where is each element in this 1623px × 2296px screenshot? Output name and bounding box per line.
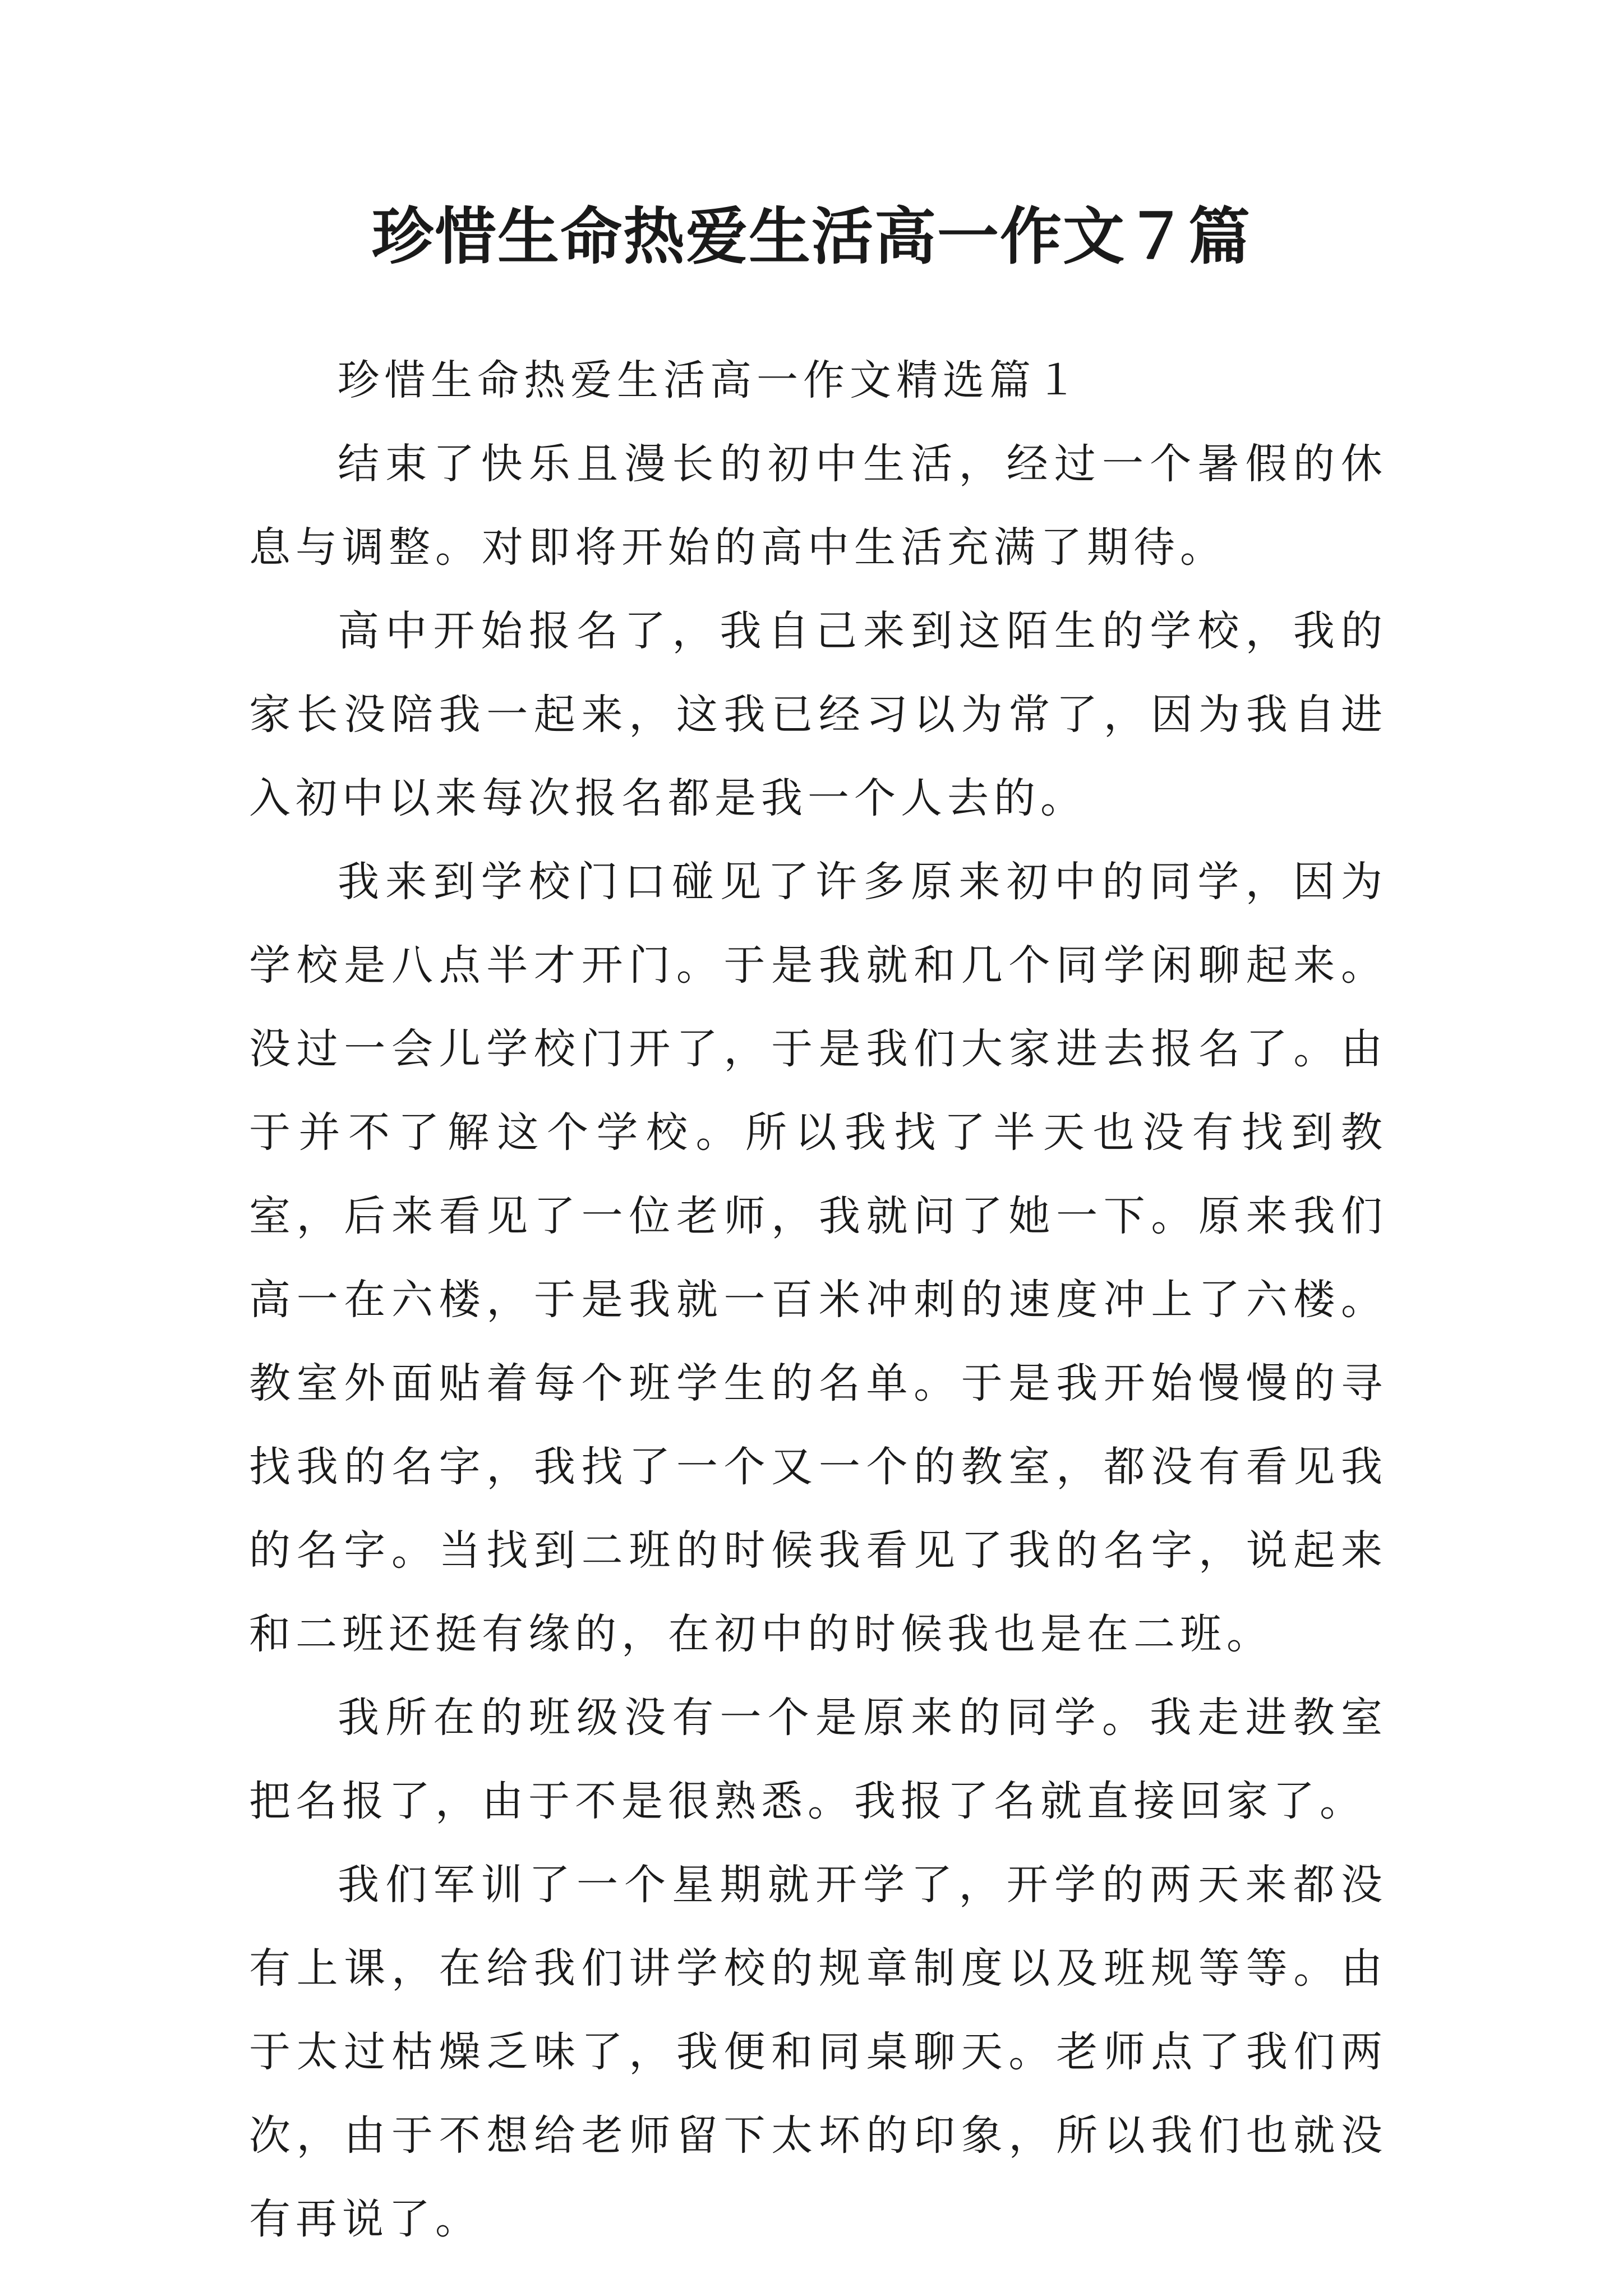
section-heading: 珍惜生命热爱生活高一作文精选篇１ (338, 356, 1082, 404)
paragraph: 我来到学校门口碰见了许多原来初中的同学，因为学校是八点半才开门。于是我就和几个同学闲聊起来。没过一会儿学校门开了，于是我们大家进去报名了。由于并不了解这个学校。所以我找了半天也没有找到教室，后来看见了一位老师，我就问了她一下。原来我们高一在六楼，于是我就一百米冲刺的速度冲上了六楼。教室外面贴着每个班学生的名单。于是我开始慢慢的寻找我的名字，我找了一个又一个的教室，都没有看见我的名字。当找到二班的时候我看见了我的名字，说起来和二班还挺有缘的，在初中的时候我也是在二班。 (249, 858, 1387, 1658)
paragraph: 我们军训了一个星期就开学了，开学的两天来都没有上课，在给我们讲学校的规章制度以及班规等等。由于太过枯燥乏味了，我便和同桌聊天。老师点了我们两次，由于不想给老师留下太坏的印象，所以我们也就没有再说了。 (249, 1861, 1387, 2243)
paragraph: 我所在的班级没有一个是原来的同学。我走进教室把名报了，由于不是很熟悉。我报了名就直接回家了。 (249, 1694, 1387, 1825)
document-body (249, 339, 1387, 2261)
paragraph: 高中开始报名了，我自己来到这陌生的学校，我的家长没陪我一起来，这我已经习以为常了，因为我自进入初中以来每次报名都是我一个人去的。 (249, 607, 1387, 822)
paragraph: 结束了快乐且漫长的初中生活，经过一个暑假的休息与调整。对即将开始的高中生活充满了期待。 (249, 440, 1387, 572)
document-title: 珍惜生命热爱生活高一作文７篇 (372, 200, 1251, 273)
